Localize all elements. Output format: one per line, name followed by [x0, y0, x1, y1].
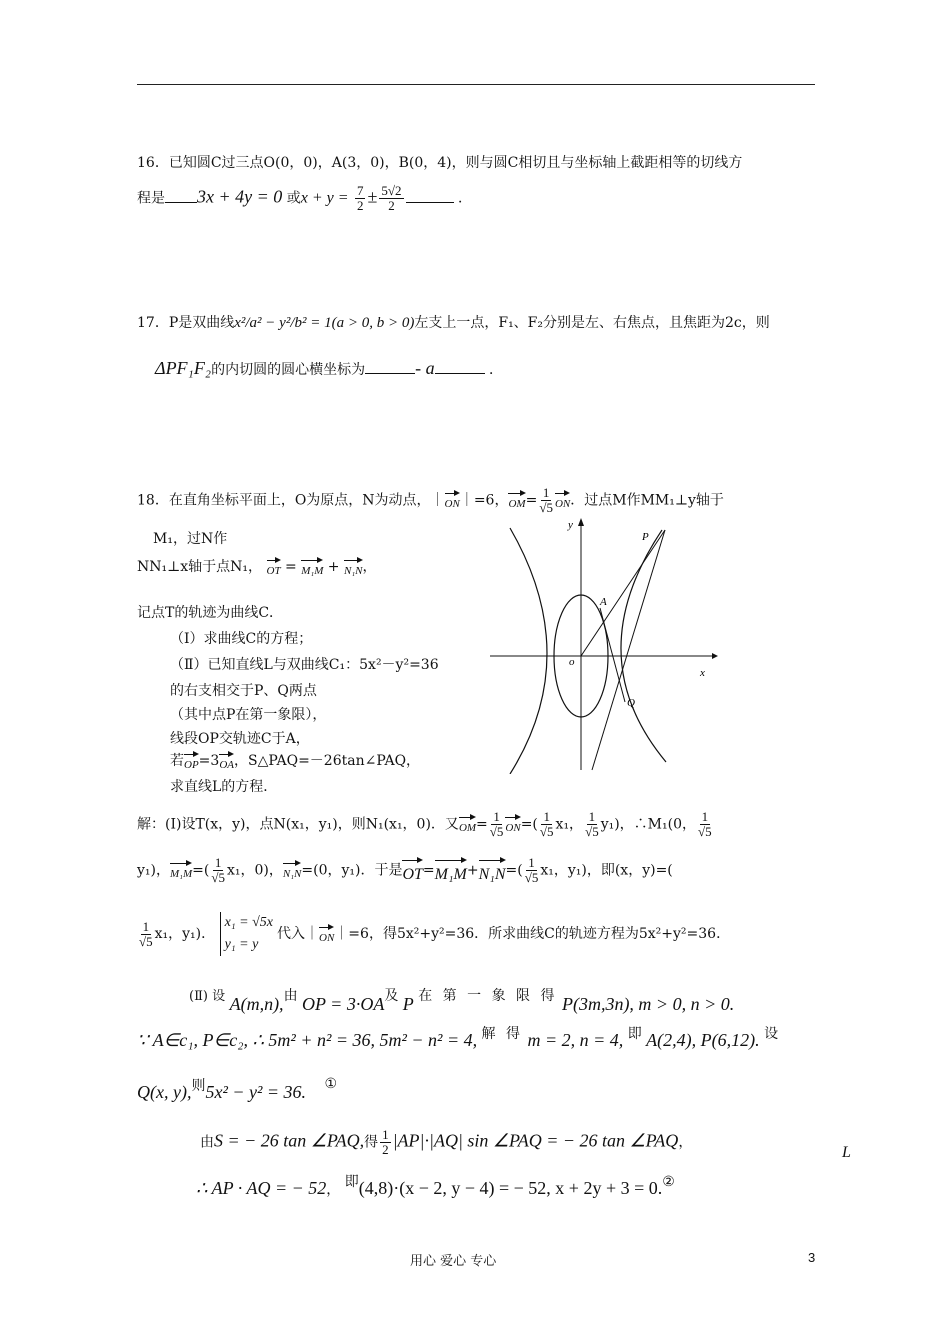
sol-s2-b: x₁，0)， [226, 862, 283, 879]
vector-ot: OT [267, 558, 281, 577]
sol-p3-e: A(2,4), P(6,12). [646, 1030, 760, 1050]
sol-s3-b: 代入｜ [277, 926, 320, 942]
q18-mid: ｜=6， [459, 492, 509, 509]
frac-sol-3: $\frac{1}{√5}$ [585, 809, 599, 839]
sol-p6 [196, 1174, 675, 1199]
sol-p6-a: ∴ AP · AQ = − 52 [196, 1178, 327, 1198]
frac-sol-7: $\frac{1}{√5}$ [139, 918, 153, 949]
vector-oa: OA [219, 752, 234, 771]
frac-sol-6: $\frac{1}{√5}$ [524, 855, 539, 885]
q18-part2-l5: 若OP=3OA，S△PAQ=－26tan∠PAQ， [170, 753, 421, 771]
q16-answer-a: 3x + 4y = 0 [197, 186, 283, 207]
header-rule [137, 84, 815, 85]
q16-answer-b: x + y = [300, 189, 349, 207]
q18-suffix: ．过点M作MM₁⊥y轴于 [570, 492, 724, 509]
sol-p6-d: (4,8)·(x − 2, y − 4) = − 52, x + 2y + 3 = 0. [358, 1178, 663, 1198]
q18-line2: M₁，过N作 [153, 531, 228, 547]
page-number: 3 [808, 1250, 816, 1265]
sys-line2: y₁ = y [224, 937, 259, 952]
vector-on-2: ON [555, 491, 570, 510]
footer-text: 用心 爱心 专心 [410, 1254, 497, 1269]
sol-line2: y₁)，M₁M=( $\frac{1}{√5}$ x₁，0)，N₁N=(0，y₁)．于是OT=M₁M+N₁N=( $\frac{1}{√5}$ x₁，y₁)，即(x，y)=( [137, 855, 673, 885]
vector-n1n-sol-2: N₁N [479, 858, 506, 884]
q16-prefix: 程是 [137, 190, 165, 207]
vector-m1m-sol-2: M₁M [435, 858, 467, 884]
q17-suffix: 左支上一点，F₁、F₂分别是左、右焦点，且焦距为2c，则 [414, 315, 770, 331]
q17-equation: x²/a² − y²/b² = 1(a > 0, b > 0) [234, 315, 415, 331]
vector-n1n: N₁N [344, 558, 363, 577]
q17-line1 [137, 312, 770, 332]
sol-s2-y1: y₁)， [137, 862, 170, 879]
vector-op: OP [184, 752, 199, 771]
sol-p3 [137, 1026, 779, 1051]
q17-prefix: 17．P是双曲线 [137, 315, 235, 331]
sol-p6-b: ， [326, 1182, 341, 1198]
sol-p2-c: 及 [384, 988, 399, 1004]
q16-line1: 16．已知圆C过三点O(0，0)，A(3，0)，B(0，4)，则与圆C相切且与坐标轴上截距相等的切线方 [137, 155, 743, 171]
sol-p3-d: 即 [627, 1026, 642, 1042]
frac-sol-5: $\frac{1}{√5}$ [211, 855, 225, 885]
sol-s2-a: =( [192, 862, 210, 879]
q18-line4: 记点T的轨迹为曲线C． [137, 605, 284, 621]
sol-p2-b: 由 [283, 988, 298, 1004]
q16-frac2: $\frac{5√2}{2}$ [381, 183, 402, 213]
sol-p2-a: (Ⅱ) 设 [189, 989, 226, 1004]
q16-or: 或 [286, 190, 301, 207]
sol-p3-f: 设 [764, 1026, 779, 1042]
sol-p3-a: ∵ A∈c₁, P∈c₂, ∴ 5m² + n² = 36, 5m² − n² = 4, [137, 1030, 478, 1050]
sol-s3-a: x₁，y₁)． [154, 926, 216, 942]
sol-p2 [137, 984, 817, 1014]
vector-on: ON [445, 491, 460, 510]
sol-p5-c: 得 [364, 1134, 379, 1151]
q18-line3-prefix: NN₁⊥x轴于点N₁， [137, 559, 263, 575]
sol-s3-c: ｜=6，得5x²+y²=36．所求曲线C的轨迹方程为5x²+y²=36． [334, 926, 731, 942]
sol-p5-b: S = − 26 tan ∠PAQ, [214, 1130, 365, 1151]
frac-sol-4: $\frac{1}{√5}$ [698, 809, 712, 839]
sol-p6-c: 即 [344, 1174, 359, 1190]
sol-p4-b: 则 [191, 1078, 206, 1094]
sol-s1-prefix: 解：(Ⅰ)设T(x，y)，点N(x₁，y₁)，则N₁(x₁，0)．又 [137, 816, 459, 833]
vector-om: OM [508, 491, 525, 510]
label-o: o [569, 656, 575, 668]
x-axis-arrow [712, 653, 718, 659]
q17-triangle: ΔPF₁F₂ [155, 358, 212, 378]
frac-sol-2: $\frac{1}{√5}$ [539, 809, 554, 839]
sol-s2-e: x₁，y₁)，即(x，y)=( [540, 862, 673, 879]
circled-two: ② [662, 1174, 675, 1190]
vector-om-sol: OM [459, 815, 476, 834]
hyperbola-right-branch [621, 530, 666, 762]
frac-half: $\frac{1}{2}$ [382, 1127, 389, 1157]
side-label-l: L [842, 1144, 851, 1161]
label-p: P [642, 531, 649, 543]
q17-line2 [155, 358, 503, 379]
sol-p4 [137, 1076, 338, 1103]
equation-system [220, 912, 273, 956]
vector-on-sol: ON [505, 815, 520, 834]
q18-part2-l3: （其中点P在第一象限）， [170, 707, 327, 723]
sol-s2-d: =( [505, 862, 523, 879]
hyperbola-left-branch [510, 528, 547, 774]
label-x: x [700, 667, 705, 679]
circled-one: ① [324, 1076, 338, 1092]
sys-line1: x₁ = √5x [224, 915, 274, 930]
vector-n1n-sol: N₁N [283, 861, 302, 880]
sol-p5-a: 由 [200, 1134, 214, 1151]
curve-figure [480, 512, 720, 774]
q16-pm: ± [367, 186, 378, 207]
label-a: A [600, 596, 607, 608]
q17-text: 的内切圆的圆心横坐标为 [211, 362, 366, 378]
sol-p5-e: ， [678, 1134, 693, 1151]
sol-p2-cond: OP = 3·OA [302, 994, 385, 1014]
frac-sol-1: $\frac{1}{√5}$ [489, 809, 504, 839]
q18-l5-suffix: ，S△PAQ=－26tan∠PAQ， [233, 753, 421, 769]
q16-line2 [137, 184, 472, 213]
label-y: y [568, 519, 573, 531]
q18-l5-prefix: 若 [170, 753, 184, 769]
line-l [592, 530, 665, 770]
sol-s1-x1: x₁， [555, 816, 584, 833]
segment-op [581, 530, 665, 656]
y-axis-arrow [578, 518, 584, 526]
sol-line3 [137, 912, 730, 956]
sol-p5-d: |AP|·|AQ| sin ∠PAQ = − 26 tan ∠PAQ [392, 1130, 679, 1151]
q17-end: ． [489, 362, 504, 378]
q18-prefix: 18．在直角坐标平面上，O为原点，N为动点，｜ [137, 492, 445, 509]
sol-p4-c: 5x² − y² = 36. [205, 1082, 307, 1102]
vector-m1m-sol: M₁M [170, 861, 192, 880]
sol-p2-d: 在 第 一 象 限 得 [418, 988, 558, 1004]
sol-s2-c: =(0，y₁)．于是 [301, 862, 403, 879]
vector-on-sol-2: ON [319, 925, 334, 944]
q16-end: ． [457, 190, 472, 207]
q18-part2-l4: 线段OP交轨迹C于A， [170, 731, 310, 747]
label-q: Q [627, 697, 635, 709]
vector-ot-sol: OT [402, 858, 422, 884]
sol-p2-p: P [402, 994, 414, 1014]
sol-p3-b: 解 得 [481, 1026, 523, 1042]
sol-p5 [200, 1128, 692, 1157]
sol-p4-a: Q(x, y), [137, 1082, 192, 1102]
q16-frac1: $\frac{7}{2}$ [356, 183, 364, 213]
vector-m1m: M₁M [301, 558, 323, 577]
sol-p3-c: m = 2, n = 4, [527, 1030, 624, 1050]
sol-s1-y1: y₁)，∴M₁(0， [600, 816, 697, 833]
q18-part1: （Ⅰ）求曲线C的方程； [170, 631, 313, 647]
sol-p2-res: P(3m,3n), m > 0, n > 0. [561, 994, 735, 1014]
sol-s1-mid: =( [520, 816, 538, 833]
q17-answer: - a [415, 358, 435, 378]
sol-line1: 解：(Ⅰ)设T(x，y)，点N(x₁，y₁)，则N₁(x₁，0)．又OM= $\frac{1}{√5}$ ON=( $\frac{1}{√5}$ x₁， $\frac{1}{√5}$ y₁)，∴M₁(0， $\frac{1}{√5}$ [137, 809, 712, 839]
q18-part2-l6: 求直线L的方程． [170, 779, 278, 795]
frac-1-sqrt5: $\frac{1}{√5}$ [539, 485, 553, 515]
q18-line3: NN₁⊥x轴于点N₁， OT = M₁M + N₁N， [137, 559, 377, 577]
sol-p2-am: A(m,n), [229, 994, 284, 1014]
q18-part2-l2: 的右支相交于P、Q两点 [170, 683, 317, 699]
q18-part2-l1: （Ⅱ）已知直线L与双曲线C₁：5x²－y²=36 [170, 657, 439, 673]
q18-line1: 18．在直角坐标平面上，O为原点，N为动点，｜ON｜=6，OM= $\frac{1}{√5}$ ON．过点M作MM₁⊥y轴于 [137, 485, 724, 515]
